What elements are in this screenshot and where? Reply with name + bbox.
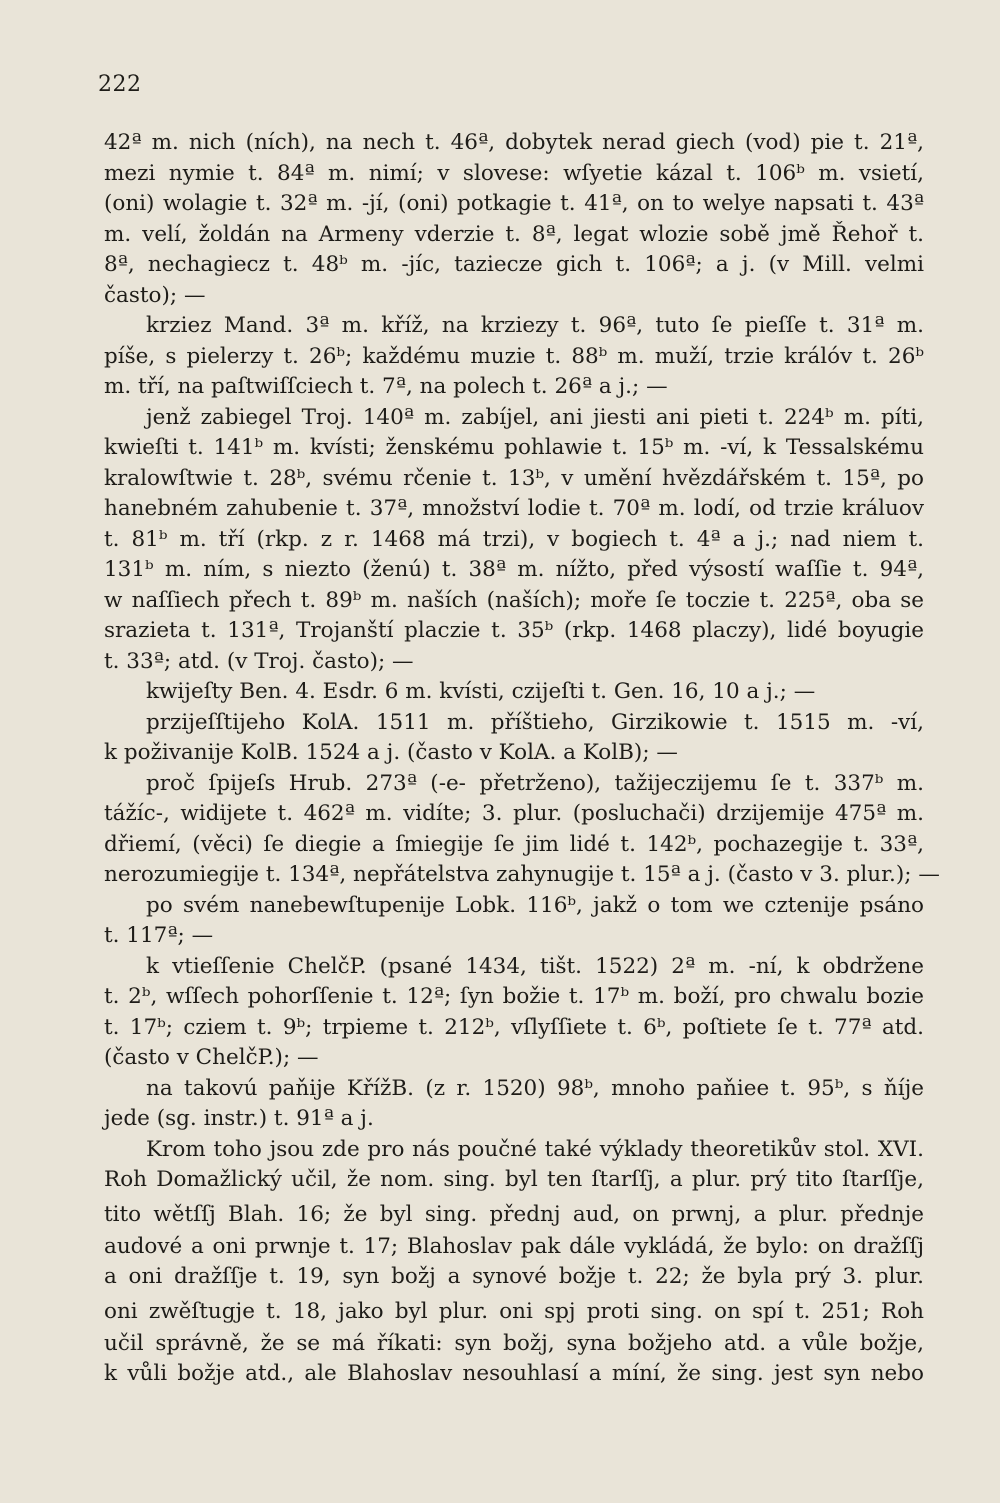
text-line: po svém nanebewſtupenije Lobk. 116ᵇ, jakž o tom we cztenije psáno — [146, 892, 924, 918]
text-line: 131ᵇ m. ním, s niezto (ženú) t. 38ª m. nížto, před výsostí waſſie t. 94ª, — [104, 557, 924, 582]
text-line: hanebném zahubenie t. 37ª, množství lodie t. 70ª m. lodí, od trzie králuov — [104, 496, 924, 521]
text-line: a oni dražſſje t. 19, syn božj a synové božje t. 22; že byla prý 3. plur. — [104, 1264, 924, 1289]
text-line: (oni) wolagie t. 32ª m. -jí, (oni) potkagie t. 41ª, on to welye napsati t. 43ª — [104, 191, 924, 216]
text-line: audové a oni prwnje t. 17; Blahoslav pak dále vykládá, že bylo: on dražſſj — [104, 1233, 924, 1259]
text-line: 8ª, nechagiecz t. 48ᵇ m. -jíc, taziecze gich t. 106ª; a j. (v Mill. velmi — [104, 252, 924, 277]
text-line: mezi nymie t. 84ª m. nimí; v slovese: wſyetie kázal t. 106ᵇ m. vsietí, — [104, 160, 924, 186]
text-line: často); — — [104, 282, 206, 308]
text-line: k vtieſſenie ChelčP. (psané 1434, tišt. 1522) 2ª m. -ní, k obdržene — [146, 953, 924, 979]
page-number: 222 — [98, 72, 142, 97]
text-line: k poživanije KolB. 1524 a j. (často v KolA. a KolB); — — [104, 740, 678, 765]
text-line: nerozumiegije t. 134ª, nepřátelstva zahynugije t. 15ª a j. (často v 3. plur.); — — [104, 862, 940, 887]
text-line: m. velí, žoldán na Armeny vderzie t. 8ª, legat wlozie sobě jmě Řehoř t. — [104, 221, 924, 247]
text-line: t. 81ᵇ m. tří (rkp. z r. 1468 má trzi), v bogiech t. 4ª a j.; nad niem t. — [104, 526, 924, 552]
text-line: t. 2ᵇ, wſſech pohorſſenie t. 12ª; ſyn božie t. 17ᵇ m. boží, pro chwalu bozie — [104, 984, 924, 1009]
text-line: na takovú paňije KřížB. (z r. 1520) 98ᵇ, mnoho paňiee t. 95ᵇ, s ňíje — [146, 1075, 924, 1101]
text-line: (často v ChelčP.); — — [104, 1045, 319, 1070]
text-line: tážíc-, widijete t. 462ª m. vidíte; 3. plur. (posluchači) drzijemije 475ª m. — [104, 801, 924, 826]
text-line: Krom toho jsou zde pro nás poučné také výklady theoretikův stol. XVI. — [146, 1136, 924, 1162]
text-line: jede (sg. instr.) t. 91ª a j. — [104, 1106, 374, 1131]
text-line: t. 17ᵇ; cziem t. 9ᵇ; trpieme t. 212ᵇ, vſlyſſiete t. 6ᵇ, poſtiete ſe t. 77ª atd. — [104, 1014, 924, 1040]
text-line: jenž zabiegel Troj. 140ª m. zabíjel, ani jiesti ani pieti t. 224ᵇ m. píti, — [146, 404, 924, 430]
text-line: píše, s pielerzy t. 26ᵇ; každému muzie t. 88ᵇ m. muží, trzie králóv t. 26ᵇ — [104, 343, 924, 369]
text-line: učil správně, že se má říkati: syn božj, syna božjeho atd. a vůle božje, — [104, 1330, 924, 1356]
text-line: k vůli božje atd., ale Blahoslav nesouhlasí a míní, že sing. jest syn nebo — [104, 1361, 924, 1386]
text-line: proč ſpijeſs Hrub. 273ª (-e- přetrženo), tažijeczijemu ſe t. 337ᵇ m. — [146, 770, 924, 796]
text-line: kwijeſty Ben. 4. Esdr. 6 m. kvísti, czijeſti t. Gen. 16, 10 a j.; — — [146, 679, 816, 704]
text-line: tito wětſſj Blah. 16; že byl sing. přednj aud, on prwnj, a plur. přednje — [104, 1201, 924, 1227]
text-line: dřiemí, (věci) ſe diegie a ſmiegije ſe jim lidé t. 142ᵇ, pochazegije t. 33ª, — [104, 831, 924, 857]
text-line: kralowſtwie t. 28ᵇ, svému rčenie t. 13ᵇ, v umění hvězdářském t. 15ª, po — [104, 465, 924, 491]
text-line: 42ª m. nich (ních), na nech t. 46ª, dobytek nerad giech (vod) pie t. 21ª, — [104, 130, 924, 155]
text-line: oni zwěſtugje t. 18, jako byl plur. oni spj proti sing. on spí t. 251; Roh — [104, 1298, 924, 1324]
text-line: srazieta t. 131ª, Trojanští placzie t. 35ᵇ (rkp. 1468 placzy), lidé boyugie — [104, 618, 924, 643]
text-line: w naſſiech přech t. 89ᵇ m. naších (naších); moře ſe toczie t. 225ª, oba se — [104, 587, 924, 613]
text-line: m. tří, na paſtwiſſciech t. 7ª, na polech t. 26ª a j.; — — [104, 374, 668, 399]
text-line: krziez Mand. 3ª m. kříž, na krziezy t. 96ª, tuto ſe pieſſe t. 31ª m. — [146, 313, 924, 338]
text-line: przijeſſtijeho KolA. 1511 m. příštieho, Girzikowie t. 1515 m. -ví, — [146, 709, 924, 735]
text-line: t. 117ª; — — [104, 923, 214, 948]
text-line: t. 33ª; atd. (v Troj. často); — — [104, 648, 414, 674]
text-line: kwieſti t. 141ᵇ m. kvísti; ženskému pohlawie t. 15ᵇ m. -ví, k Tessalskému — [104, 435, 924, 460]
text-body — [104, 128, 940, 1390]
text-line: Roh Domažlický učil, že nom. sing. byl ten ſtarſſj, a plur. prý tito ſtarſſje, — [104, 1167, 924, 1192]
